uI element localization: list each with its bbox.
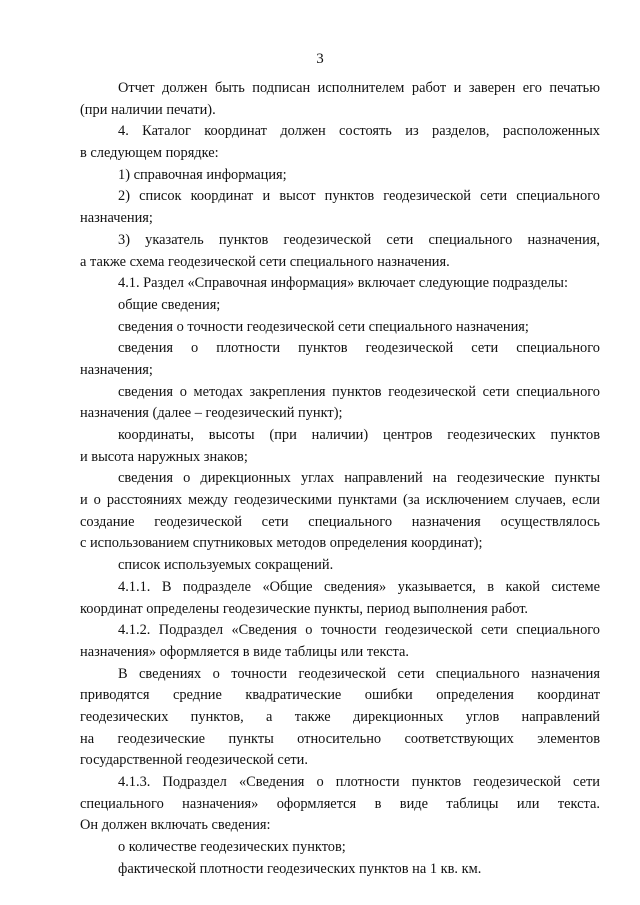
text-line: (при наличии печати). bbox=[80, 101, 216, 118]
text-line: в следующем порядке: bbox=[80, 145, 219, 162]
text-line: геодезических пунктов, а также дирекционных углов направлений bbox=[80, 708, 600, 725]
text-line: назначения; bbox=[80, 210, 153, 227]
text-line: Он должен включать сведения: bbox=[80, 817, 271, 834]
text-line: 4.1.1. В подразделе «Общие сведения» указывается, в какой системе bbox=[118, 578, 600, 595]
text-line: приводятся средние квадратические ошибки определения координат bbox=[80, 687, 600, 704]
text-line: с использованием спутниковых методов определения координат); bbox=[80, 535, 483, 552]
text-line: фактической плотности геодезических пунктов на 1 кв. км. bbox=[118, 860, 482, 877]
text-line: назначения» оформляется в виде таблицы или текста. bbox=[80, 643, 409, 660]
text-line: 3) указатель пунктов геодезической сети специального назначения, bbox=[118, 231, 600, 248]
text-line: 4.1. Раздел «Справочная информация» включает следующие подразделы: bbox=[118, 275, 568, 292]
text-line: сведения о плотности пунктов геодезической сети специального bbox=[118, 340, 600, 357]
text-line: а также схема геодезической сети специального назначения. bbox=[80, 253, 450, 270]
text-line: специального назначения» оформляется в виде таблицы или текста. bbox=[80, 795, 600, 812]
text-line: 4. Каталог координат должен состоять из разделов, расположенных bbox=[118, 123, 600, 140]
text-line: сведения о методах закрепления пунктов геодезической сети специального bbox=[118, 383, 600, 400]
text-line: 4.1.2. Подраздел «Сведения о точности геодезической сети специального bbox=[118, 622, 600, 639]
text-line: общие сведения; bbox=[118, 296, 221, 313]
text-line: назначения (далее – геодезический пункт); bbox=[80, 405, 343, 422]
text-line: 1) справочная информация; bbox=[118, 166, 287, 183]
text-line: и высота наружных знаков; bbox=[80, 448, 248, 465]
text-line: государственной геодезической сети. bbox=[80, 752, 308, 769]
text-line: сведения о точности геодезической сети специального назначения; bbox=[118, 318, 529, 335]
text-line: координаты, высоты (при наличии) центров геодезических пунктов bbox=[118, 427, 600, 443]
text-line: сведения о дирекционных углах направлений на геодезические пункты bbox=[118, 470, 600, 487]
text-line: назначения; bbox=[80, 361, 153, 378]
page-number: 3 bbox=[316, 51, 324, 67]
document-body bbox=[80, 78, 600, 880]
text-line: 4.1.3. Подраздел «Сведения о плотности пунктов геодезической сети bbox=[118, 774, 600, 790]
text-line: Отчет должен быть подписан исполнителем работ и заверен его печатью bbox=[118, 80, 600, 96]
text-line: 2) список координат и высот пунктов геодезической сети специального bbox=[118, 188, 600, 205]
text-line: создание геодезической сети специального назначения осуществлялось bbox=[80, 513, 600, 530]
text-line: на геодезические пункты относительно соответствующих элементов bbox=[80, 730, 600, 747]
text-line: координат определены геодезические пункты, период выполнения работ. bbox=[80, 600, 529, 617]
text-line: и о расстояниях между геодезическими пунктами (за исключением случаев, если bbox=[80, 492, 600, 509]
text-line: В сведениях о точности геодезической сети специального назначения bbox=[118, 665, 600, 682]
text-line: список используемых сокращений. bbox=[118, 557, 334, 574]
text-line: о количестве геодезических пунктов; bbox=[118, 839, 346, 856]
